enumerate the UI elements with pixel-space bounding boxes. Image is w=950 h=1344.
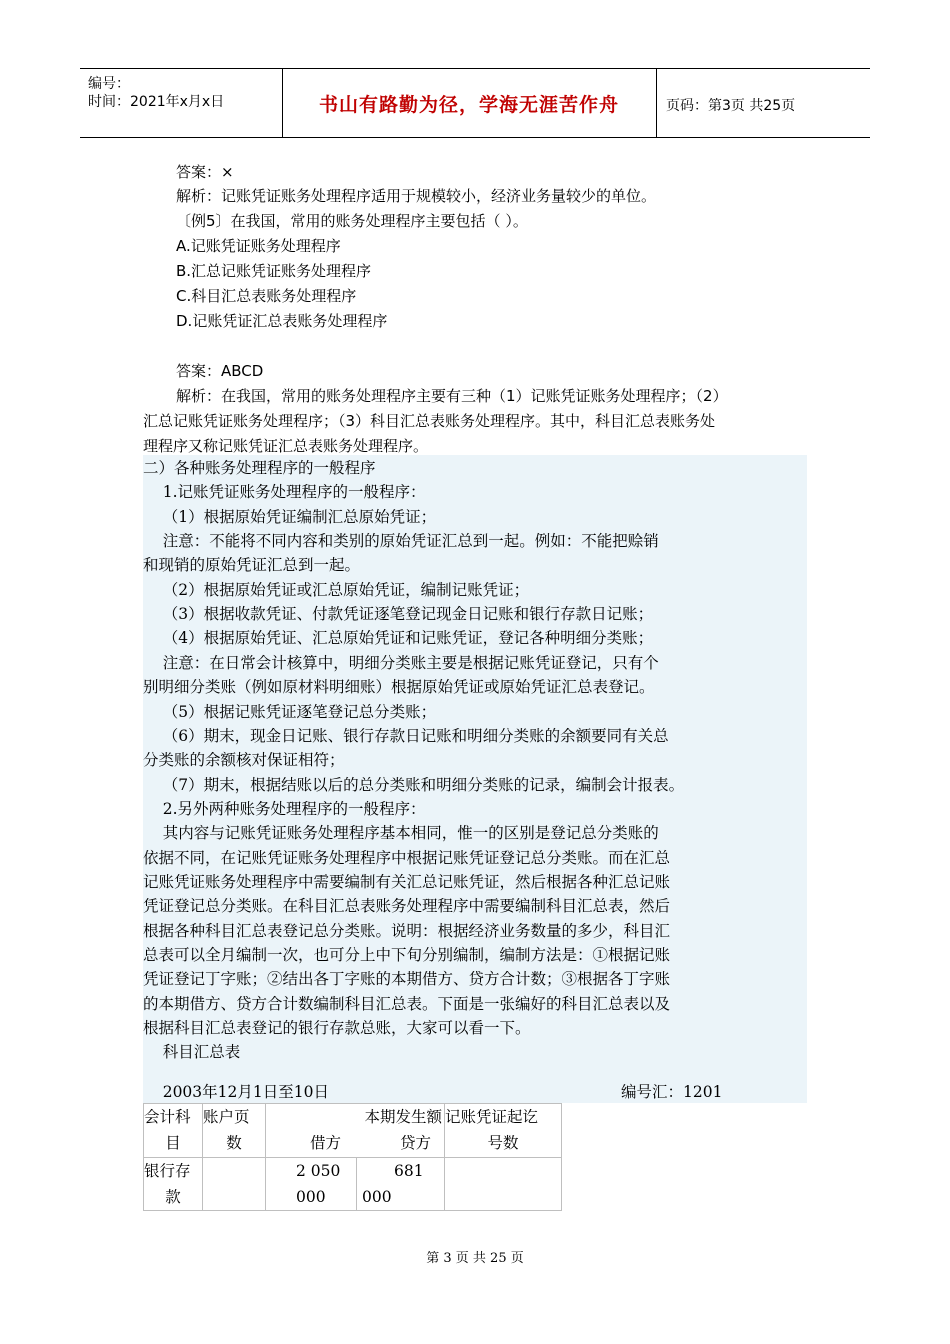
header-page bbox=[203, 1104, 266, 1158]
explanation-2-line-2: 汇总记账凭证账务处理程序；（3）科目汇总表账务处理程序。其中，科目汇总表账务处 bbox=[143, 412, 716, 430]
section-2-line: 根据科目汇总表登记的银行存款总账，大家可以看一下。 bbox=[143, 1019, 531, 1037]
summary-date-range: 2003年12月1日至10日 bbox=[143, 1083, 329, 1101]
page-header bbox=[80, 68, 870, 138]
explanation-1: 解析：记账凭证账务处理程序适用于规模较小，经济业务量较少的单位。 bbox=[176, 187, 657, 205]
row-credit-line-2: 000 bbox=[362, 1188, 392, 1206]
section-2-line: 记账凭证账务处理程序中需要编制有关汇总记账凭证，然后根据各种汇总记账 bbox=[143, 873, 671, 891]
header-info-cell bbox=[80, 69, 283, 137]
number-label: 编号： bbox=[88, 76, 130, 92]
header-debit: 借方 bbox=[310, 1134, 342, 1152]
section-2-line: 2.另外两种账务处理程序的一般程序： bbox=[143, 800, 426, 818]
option-b: B.汇总记账凭证账务处理程序 bbox=[176, 262, 372, 280]
section-2-line: 别明细分类账（例如原材料明细账）根据原始凭证或原始凭证汇总表登记。 bbox=[143, 678, 655, 696]
section-2-line: 凭证登记总分类账。在科目汇总表账务处理程序中需要编制科目汇总表，然后 bbox=[143, 897, 671, 915]
row-debit-line-1: 2 050 bbox=[296, 1162, 341, 1180]
header-voucher-line-1: 记账凭证起讫 bbox=[445, 1108, 539, 1126]
section-2-line: 凭证登记丁字账；②结出各丁字账的本期借方、贷方合计数；③根据各丁字账 bbox=[143, 970, 671, 988]
section-2-line: 二）各种账务处理程序的一般程序 bbox=[143, 459, 376, 477]
row-subject bbox=[144, 1158, 203, 1211]
section-2-line: 注意：不能将不同内容和类别的原始凭证汇总到一起。例如：不能把赊销 bbox=[143, 532, 659, 550]
section-2-line: 注意：在日常会计核算中，明细分类账主要是根据记账凭证登记，只有个 bbox=[143, 654, 659, 672]
section-2-line: 依据不同，在记账凭证账务处理程序中根据记账凭证登记总分类账。而在汇总 bbox=[143, 849, 671, 867]
section-2-line: 的本期借方、贷方合计数编制科目汇总表。下面是一张编好的科目汇总表以及 bbox=[143, 995, 671, 1013]
header-subject bbox=[144, 1104, 203, 1158]
answer-2: 答案：ABCD bbox=[176, 362, 264, 380]
header-motto: 书山有路勤为径，学海无涯苦作舟 bbox=[282, 69, 657, 137]
row-voucher bbox=[445, 1158, 562, 1211]
option-d: D.记账凭证汇总表账务处理程序 bbox=[176, 312, 388, 330]
section-2-line: 总表可以全月编制一次，也可分上中下旬分别编制，编制方法是：①根据记账 bbox=[143, 946, 671, 964]
section-2-line: （7）期末，根据结账以后的总分类账和明细分类账的记录，编制会计报表。 bbox=[143, 776, 685, 794]
header-voucher bbox=[445, 1104, 562, 1158]
section-2-line: 根据各种科目汇总表登记总分类账。说明：根据经济业务数量的多少，科目汇 bbox=[143, 922, 671, 940]
account-summary-table bbox=[143, 1103, 562, 1211]
header-amount bbox=[266, 1104, 445, 1158]
row-subject-line-2: 款 bbox=[165, 1188, 181, 1206]
row-page bbox=[203, 1158, 266, 1211]
row-credit-line-1: 681 bbox=[394, 1162, 424, 1180]
date-label: 时间：2021年x月x日 bbox=[88, 94, 225, 110]
option-c: C.科目汇总表账务处理程序 bbox=[176, 287, 357, 305]
section-2-line: （2）根据原始凭证或汇总原始凭证，编制记账凭证； bbox=[143, 581, 530, 599]
explanation-2-line-1: 解析：在我国，常用的账务处理程序主要有三种（1）记账凭证账务处理程序；（2） bbox=[176, 387, 728, 405]
section-2-line: （1）根据原始凭证编制汇总原始凭证； bbox=[143, 508, 437, 526]
header-subject-line-1: 会计科 bbox=[144, 1108, 191, 1126]
page-footer: 第 3 页 共 25 页 bbox=[426, 1251, 524, 1266]
row-subject-line-1: 银行存 bbox=[144, 1162, 191, 1180]
section-2-line: 分类账的余额核对保证相符； bbox=[143, 751, 345, 769]
section-2-line: （3）根据收款凭证、付款凭证逐笔登记现金日记账和银行存款日记账； bbox=[143, 605, 654, 623]
header-voucher-line-2: 号数 bbox=[487, 1134, 519, 1152]
header-subject-line-2: 目 bbox=[165, 1134, 181, 1152]
section-2-line: 1.记账凭证账务处理程序的一般程序： bbox=[143, 483, 426, 501]
section-2-line: （6）期末，现金日记账、银行存款日记账和明细分类账的余额要同有关总 bbox=[143, 727, 669, 745]
row-amounts bbox=[266, 1158, 445, 1211]
answer-1: 答案：× bbox=[176, 163, 234, 181]
option-a: A.记账凭证账务处理程序 bbox=[176, 237, 341, 255]
row-debit-line-2: 000 bbox=[296, 1188, 326, 1206]
section-2-line: （5）根据记账凭证逐笔登记总分类账； bbox=[143, 703, 437, 721]
section-2-line: 其内容与记账凭证账务处理程序基本相同，惟一的区别是登记总分类账的 bbox=[143, 824, 659, 842]
header-page-line-1: 账户页 bbox=[203, 1108, 250, 1126]
section-2-line: 科目汇总表 bbox=[143, 1043, 241, 1061]
header-page-info: 页码：第3页 共25页 bbox=[666, 98, 796, 114]
header-credit: 贷方 bbox=[400, 1134, 432, 1152]
header-page-line-2: 数 bbox=[226, 1134, 242, 1152]
header-amount-label: 本期发生额 bbox=[364, 1108, 442, 1126]
summary-doc-number: 编号汇：1201 bbox=[621, 1083, 723, 1101]
section-2-line: （4）根据原始凭证、汇总原始凭证和记账凭证，登记各种明细分类账； bbox=[143, 629, 654, 647]
example-5-question: 〔例5〕在我国，常用的账务处理程序主要包括（ ）。 bbox=[176, 212, 528, 230]
section-2-line: 和现销的原始凭证汇总到一起。 bbox=[143, 556, 361, 574]
explanation-2-line-3: 理程序又称记账凭证汇总表账务处理程序。 bbox=[143, 437, 429, 455]
